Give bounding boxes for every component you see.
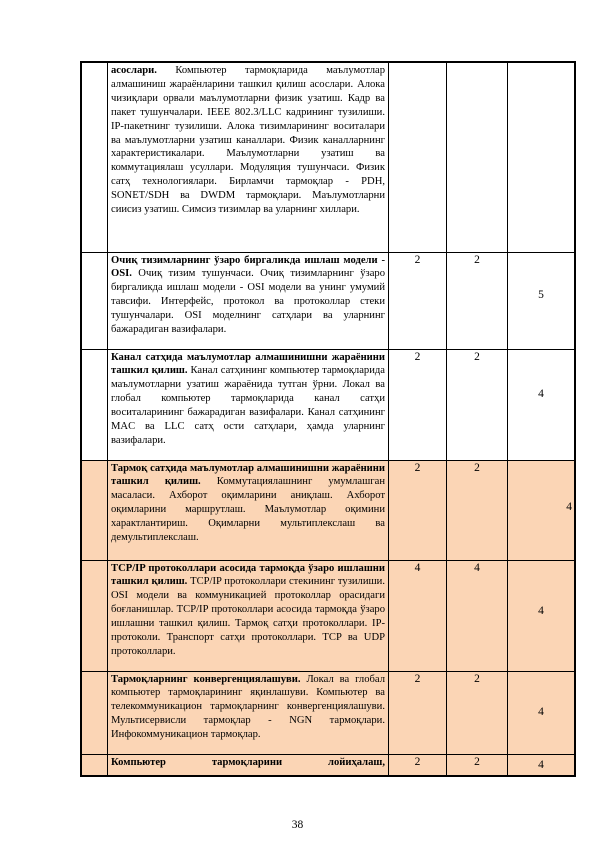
- row-number-cell: [81, 460, 108, 560]
- topic-cell: [108, 252, 389, 349]
- table-row: [81, 754, 575, 776]
- practice-hours: 4: [474, 561, 480, 574]
- self-study-hours-cell: [508, 460, 576, 560]
- topic-cell: [108, 62, 389, 252]
- lecture-hours-cell: [389, 560, 447, 671]
- practice-hours: [447, 63, 507, 64]
- table-row: [81, 560, 575, 671]
- topic-description: Канал сатҳининг компьютер тармоқларида маълумотларни узатиш жараёнида тутган ўрни. Локал ва глобал компьютер тармоқларида канал сатҳи воситаларининг бажарадиган вазифалари. Канал сатҳининг MAC ва LLC сатҳ ости сатҳлари, ҳамда уларнинг вазифалари.: [111, 365, 385, 446]
- self-study-hours: 4: [538, 604, 544, 617]
- practice-hours: 2: [474, 461, 480, 474]
- topic-title: Очиқ тизимларнинг ўзаро биргаликда ишлаш модели - OSI.: [111, 254, 385, 280]
- topic-cell: [108, 560, 389, 671]
- row-number-cell: [81, 560, 108, 671]
- lecture-hours-cell: [389, 460, 447, 560]
- lecture-hours: 2: [414, 672, 421, 685]
- topic-cell: [108, 460, 389, 560]
- practice-hours-cell: [447, 671, 508, 754]
- self-study-hours: 4: [566, 500, 572, 513]
- topic-description: TCP/IP протоколлари стекининг тузилиши. OSI модели ва коммуникацией протоколлар орасидаги боғланишлар. TCP/IP протоколлари асосида тармоқда ўзаро ишлашни ташкил қилиш. Тармоқ сатҳи протоколлари. IP-протоколи. Транспорт сатҳи протоколлари. TCP ва UDP протоколлари.: [111, 576, 385, 657]
- topic-title: Канал сатҳида маълумотлар алмашинишни жараёнини ташкил қилиш.: [111, 351, 385, 377]
- table-row: [81, 62, 575, 252]
- lecture-hours: 2: [414, 461, 421, 474]
- lecture-hours-cell: [389, 252, 447, 349]
- lecture-hours-cell: [389, 62, 447, 252]
- lecture-hours: 2: [414, 253, 421, 266]
- topic-title: асослари.: [111, 65, 157, 76]
- practice-hours-cell: [447, 754, 508, 776]
- curriculum-table: [80, 61, 576, 777]
- topic-description: Очиқ тизим тушунчаси. Очиқ тизимларнинг ўзаро биргаликда ишлаш модели - OSI модели ва унинг умумий тавсифи. Интерфейс, протокол ва протоколлар стеки тушунчалари. OSI моделнинг сатҳлари ва уларнинг бажарадиган вазифалари.: [111, 268, 385, 336]
- self-study-hours-cell: [508, 560, 576, 671]
- table-row: [81, 671, 575, 754]
- lecture-hours-cell: [389, 754, 447, 776]
- self-study-hours-cell: [508, 62, 576, 252]
- lecture-hours-cell: [389, 349, 447, 460]
- topic-description: Локал ва глобал компьютер тармоқларининг яқинлашуви. Компьютер ва телекоммуникацион тармоқларнинг конвергенциялашуви. Мультисервисли тармоқлар - NGN тармоқлари. Инфокоммуникацион тармоқлар.: [111, 673, 385, 741]
- self-study-hours: 4: [538, 705, 544, 718]
- row-number-cell: [81, 671, 108, 754]
- practice-hours-cell: [447, 252, 508, 349]
- lecture-hours: [389, 63, 446, 64]
- topic-cell: [108, 349, 389, 460]
- practice-hours-cell: [447, 62, 508, 252]
- lecture-hours: 2: [414, 350, 421, 363]
- topic-title: TCP/IP протоколлари асосида тармоқда ўзаро ишлашни ташкил қилиш.: [111, 562, 385, 588]
- topic-title: Тармоқ сатҳида маълумотлар алмашинишни жараёнини ташкил қилиш.: [111, 462, 385, 488]
- self-study-hours-cell: [508, 671, 576, 754]
- row-number-cell: [81, 252, 108, 349]
- practice-hours: 2: [474, 350, 480, 363]
- topic-cell: [108, 754, 389, 776]
- self-study-hours: 4: [538, 758, 544, 771]
- practice-hours-cell: [447, 460, 508, 560]
- row-number-cell: [81, 62, 108, 252]
- self-study-hours: 4: [538, 387, 544, 400]
- row-number-cell: [81, 349, 108, 460]
- table-row: [81, 349, 575, 460]
- practice-hours: 2: [474, 755, 480, 768]
- practice-hours-cell: [447, 560, 508, 671]
- topic-title: Компьютер тармоқларини лойиҳалаш,: [111, 756, 385, 768]
- lecture-hours: 4: [414, 561, 421, 574]
- self-study-hours-cell: [508, 754, 576, 776]
- practice-hours-cell: [447, 349, 508, 460]
- topic-description: Коммутациялашнинг умумлашган масаласи. Ахборот оқимларини аниқлаш. Ахборот оқимларини маршрутлаш. Маълумотлар оқимини характлантириш. Оқимларни мультиплекслаш ва демультиплекслаш.: [111, 476, 385, 544]
- lecture-hours: 2: [414, 755, 421, 768]
- topic-cell: [108, 671, 389, 754]
- self-study-hours-cell: [508, 349, 576, 460]
- page-number: 38: [291, 819, 304, 831]
- topic-description: Компьютер тармоқларида маълумотлар алмашиниш жараёнларини ташкил қилиш асослари. Алока чизиқлари орвали маълумотларни физик узатиш. Кадр ва пакет тушунчалари. IEEE 802.3/LLC кадрининг тузилиши. IP-пакетнинг тузилиши. Алока тизимларининг воситалари ва маълумотларни узатиш каналлари. Физик каналларнинг характеристикалари. Маълумотларни узатиш ва коммутациялаш усуллари. Модуляция тушунчаси. Физик сатҳ технологиялари. Бирламчи тармоқлар - PDH, SONET/SDH ва DWDM тармоқлари. Маълумотларни сиисиз узатиш. Симсиз тизимлар ва уларнинг хиллари.: [111, 65, 385, 216]
- self-study-hours-cell: [508, 252, 576, 349]
- practice-hours: 2: [474, 253, 480, 266]
- topic-title: Тармоқларнинг конвергенциялашуви.: [111, 673, 301, 685]
- self-study-hours: 5: [538, 288, 544, 301]
- table-row: [81, 460, 575, 560]
- row-number-cell: [81, 754, 108, 776]
- table-row: [81, 252, 575, 349]
- practice-hours: 2: [474, 672, 480, 685]
- lecture-hours-cell: [389, 671, 447, 754]
